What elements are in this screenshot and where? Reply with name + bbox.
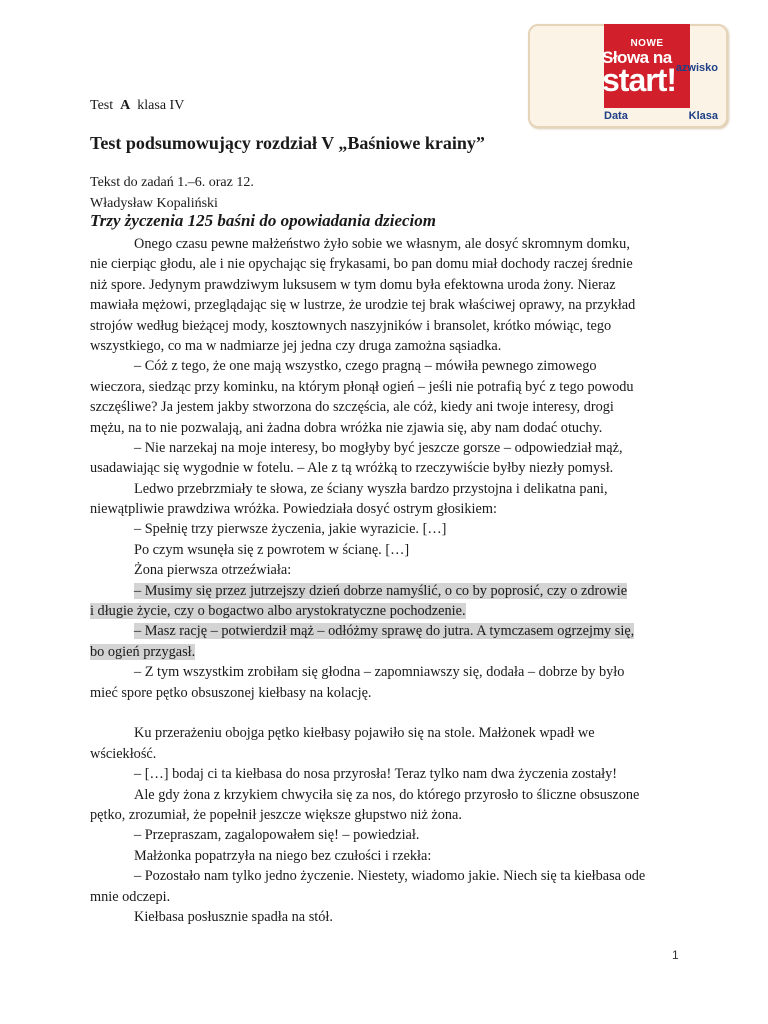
- text-line: mieć spore pętko obsuszonej kiełbasy na kolację.: [90, 684, 372, 701]
- text-line: – Spełnię trzy pierwsze życzenia, jakie wyrazicie. […]: [134, 521, 447, 538]
- paragraph-gap: [90, 703, 690, 723]
- text-line: – […] bodaj ci ta kiełbasa do nosa przyrosła! Teraz tylko nam dwa życzenia zostały!: [134, 766, 618, 783]
- text-line: Kiełbasa posłusznie spadła na stół.: [134, 908, 333, 925]
- text-line: strojów według bieżącej mody, kosztownych naszyjników i bransolet, krótko mówiąc, tego: [90, 317, 612, 334]
- task-reference: Tekst do zadań 1.–6. oraz 12.: [90, 175, 254, 190]
- highlighted-text: – Musimy się przez jutrzejszy dzień dobrze namyślić, o co by poprosić, czy o zdrowie: [134, 582, 628, 599]
- test-label: Test: [90, 98, 114, 113]
- text-line: – Nie narzekaj na moje interesy, bo mogłyby być jeszcze gorsze – odpowiedział mąż,: [134, 439, 623, 456]
- text-line: – Z tym wszystkim zrobiłam się głodna – zapomniawszy się, dodała – dobrze by było: [134, 664, 625, 681]
- text-line: – Pozostało nam tylko jedno życzenie. Niestety, wiadomo jakie. Niech się ta kiełbasa ode: [134, 868, 646, 885]
- highlighted-line: [90, 642, 690, 662]
- text-line: Małżonka popatrzyła na niego bez czułości i rzekła:: [134, 847, 432, 864]
- highlighted-text: – Masz rację – potwierdził mąż – odłóżmy sprawę do jutra. A tymczasem ogrzejmy się,: [134, 623, 635, 640]
- text-line: – Cóż z tego, że one mają wszystko, czego pragną – mówiła pewnego zimowego: [134, 358, 597, 375]
- text-line: mnie odczepi.: [90, 888, 171, 905]
- highlighted-line: [90, 621, 690, 641]
- text-line: szczęśliwe? Ja jestem jakby stworzona do szczęścia, ale cóż, kiedy ani twoje interesy, drogi: [90, 399, 614, 416]
- author-name: Władysław Kopaliński: [90, 196, 218, 211]
- text-line: nie cierpiąc głodu, ale i nie opychając się frykasami, bo pan domu miał dochody raczej średnie: [90, 256, 633, 273]
- text-line: Onego czasu pewne małżeństwo żyło sobie we własnym, ale dosyć skromnym domku,: [134, 236, 630, 252]
- highlighted-text: bo ogień przygasł.: [90, 643, 196, 660]
- highlighted-text: i długie życie, czy o bogactwo albo arystokratyczne pochodzenie.: [90, 603, 466, 620]
- story-body: [90, 234, 690, 927]
- date-field-label: Data: [604, 110, 628, 122]
- class-label: klasa IV: [137, 98, 185, 113]
- logo-slowa: Słowa na: [602, 48, 672, 67]
- logo-start: start!: [602, 62, 677, 98]
- text-line: usadawiając się wygodnie w fotelu. – Ale z tą wróżką to rzeczywiście byłby niezły pomysł.: [90, 460, 614, 477]
- text-line: wszystkiego, co ma w nadmiarze jej jedna czy druga zamożna sąsiadka.: [90, 337, 502, 354]
- highlighted-line: [90, 601, 690, 621]
- class-field-label: Klasa: [688, 110, 718, 122]
- text-line: pętko, zrozumiał, że popełnił jeszcze większe głupstwo niż żona.: [90, 806, 462, 823]
- text-line: Ledwo przebrzmiały te słowa, ze ściany wyszła bardzo przystojna i delikatna pani,: [134, 480, 608, 497]
- text-line: Żona pierwsza otrzeźwiała:: [134, 562, 292, 579]
- logo-nowe: NOWE: [630, 38, 664, 49]
- text-line: mawiała mężowi, przeglądając się w lustrze, że urodzie tej brak właściwej oprawy, na przykład: [90, 297, 636, 314]
- test-variant: A: [120, 98, 131, 113]
- story-title: Trzy życzenia 125 baśni do opowiadania dzieciom: [90, 211, 436, 230]
- test-header: [90, 98, 184, 114]
- text-line: wściekłość.: [90, 745, 157, 762]
- text-line: Po czym wsunęła się z powrotem w ścianę. […]: [134, 541, 410, 558]
- name-field-label: azwisko: [675, 62, 718, 74]
- text-line: Ku przerażeniu obojga pętko kiełbasy pojawiło się na stole. Małżonek wpadł we: [134, 725, 595, 742]
- page-number: 1: [672, 948, 679, 962]
- publisher-logo: [528, 24, 728, 128]
- highlighted-line: [90, 581, 690, 601]
- text-line: – Przepraszam, zagalopowałem się! – powiedział.: [134, 827, 420, 844]
- text-line: niewątpliwie prawdziwa wróżka. Powiedziała dosyć ostrym głosikiem:: [90, 501, 497, 518]
- text-line: wieczora, siedząc przy kominku, na którym płonął ogień – jeśli nie potrafią być z tego powodu: [90, 378, 634, 395]
- intro-block: [90, 172, 254, 214]
- text-line: Ale gdy żona z krzykiem chwyciła się za nos, do którego przyrosło to śliczne obsuszone: [134, 786, 640, 803]
- text-line: niż spore. Jedynym prawdziwym luksusem w tym domu była efektowna uroda żony. Nieraz: [90, 276, 616, 293]
- text-line: mężu, na to nie pozwalają, ani żadna dobra wróżka nie zjawia się, aby nam dodać otuchy.: [90, 419, 603, 436]
- page-title: Test podsumowujący rozdział V „Baśniowe krainy”: [90, 133, 485, 153]
